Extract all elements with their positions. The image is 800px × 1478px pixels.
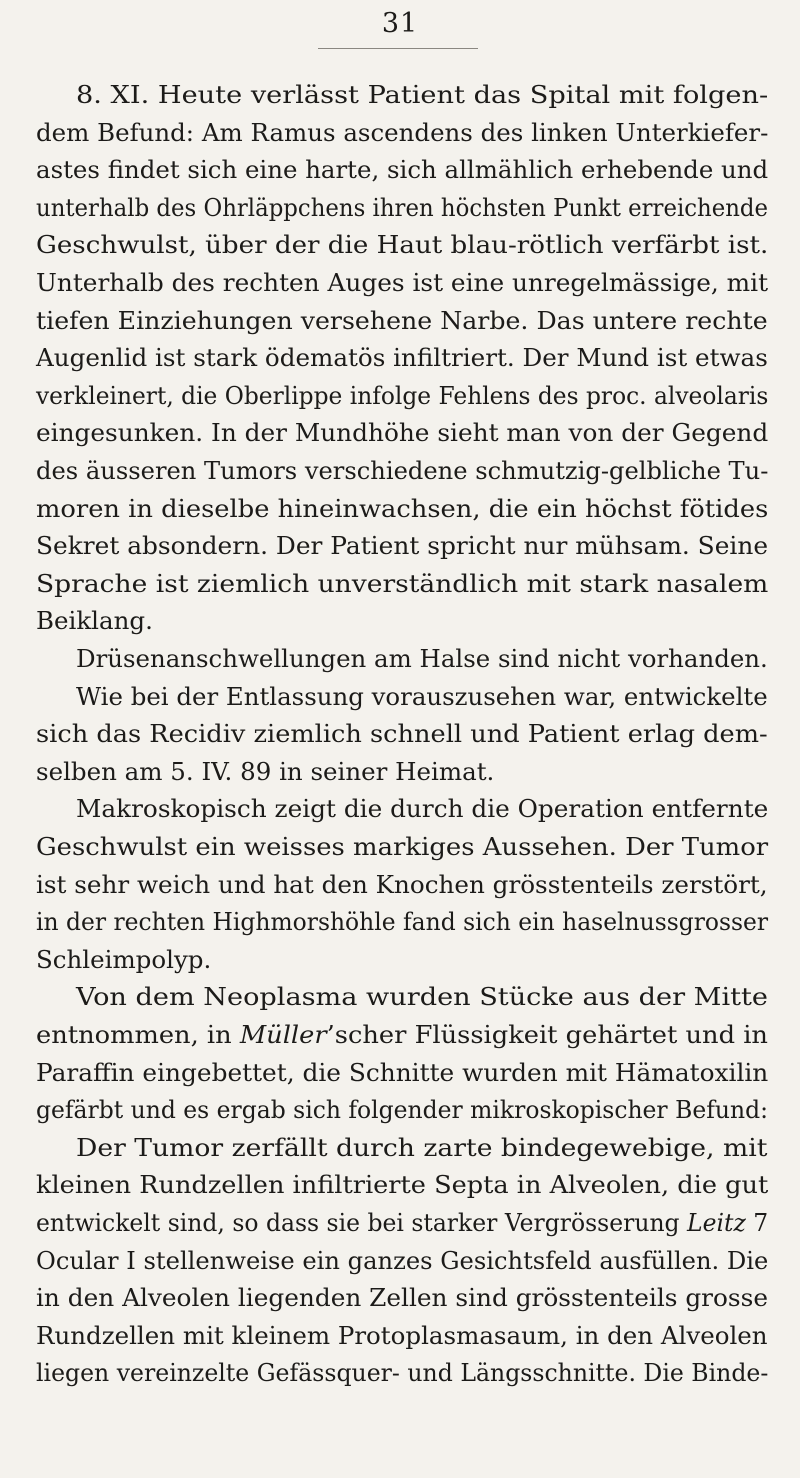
text-line: Ocular I stellenweise ein ganzes Gesichtsfeld ausfüllen. Die — [36, 1245, 769, 1275]
text-segment: entnommen, in — [36, 1020, 240, 1049]
page-number-rule — [318, 48, 478, 49]
text-line: in den Alveolen liegenden Zellen sind grösstenteils grosse — [36, 1283, 769, 1313]
text-line: verkleinert, die Oberlippe infolge Fehlens des proc. alveolaris — [36, 380, 769, 410]
text-line: gefärbt und es ergab sich folgender mikroskopischer Befund: — [36, 1095, 768, 1125]
text-line: moren in dieselbe hineinwachsen, die ein höchst fötides — [36, 493, 769, 523]
text-line: Geschwulst ein weisses markiges Aussehen. Der Tumor — [36, 832, 769, 861]
text-line: Rundzellen mit kleinem Protoplasmasaum, in den Alveolen — [36, 1320, 768, 1350]
text-line: Wie bei der Entlassung vorauszusehen war, entwickelte — [76, 681, 768, 711]
text-line: tiefen Einziehungen versehene Narbe. Das untere rechte — [36, 305, 768, 335]
text-segment: ’scher Flüssigkeit gehärtet und in — [326, 1020, 768, 1049]
page-number: 31 — [381, 8, 419, 39]
text-line: des äusseren Tumors verschiedene schmutzig-gelbliche Tu- — [36, 456, 769, 485]
text-line — [36, 1020, 768, 1050]
text-line: astes findet sich eine harte, sich allmählich erhebende und — [36, 155, 769, 185]
text-line: dem Befund: Am Ramus ascendens des linken Unterkiefer- — [36, 117, 769, 147]
text-line: eingesunken. In der Mundhöhe sieht man von der Gegend — [36, 418, 769, 448]
text-line: Der Tumor zerfällt durch zarte bindegewebige, mit — [76, 1132, 768, 1162]
text-line: unterhalb des Ohrläppchens ihren höchsten Punkt erreichende — [36, 192, 769, 222]
text-line: Paraffin eingebettet, die Schnitte wurden mit Hämatoxilin — [36, 1057, 769, 1087]
text-line: Sekret absondern. Der Patient spricht nur mühsam. Seine — [36, 531, 769, 561]
italic-name: Leitz — [687, 1208, 746, 1237]
text-line: Beiklang. — [36, 606, 153, 636]
text-line: Makroskopisch zeigt die durch die Operation entfernte — [76, 794, 769, 824]
text-line: Drüsenanschwellungen am Halse sind nicht vorhanden. — [76, 644, 768, 673]
text-line: sich das Recidiv ziemlich schnell und Patient erlag dem- — [36, 719, 768, 749]
text-line: Geschwulst, über der die Haut blau-rötlich verfärbt ist. — [36, 230, 769, 260]
text-segment: 7 — [745, 1208, 769, 1237]
italic-name: Müller — [239, 1020, 327, 1049]
text-line: in der rechten Highmorshöhle fand sich ein haselnussgrosser — [36, 907, 769, 937]
text-line: liegen vereinzelte Gefässquer- und Längsschnitte. Die Binde- — [36, 1358, 769, 1388]
text-line: 8. XI. Heute verlässt Patient das Spital mit folgen- — [76, 80, 769, 109]
text-line: ist sehr weich und hat den Knochen grösstenteils zerstört, — [36, 869, 768, 899]
text-line: Augenlid ist stark ödematös infiltriert. Der Mund ist etwas — [36, 343, 768, 373]
text-line: kleinen Rundzellen infiltrierte Septa in Alveolen, die gut — [36, 1170, 769, 1200]
text-line: Unterhalb des rechten Auges ist eine unregelmässige, mit — [36, 268, 769, 297]
text-line: Schleimpolyp. — [36, 944, 212, 974]
text-line: Sprache ist ziemlich unverständlich mit stark nasalem — [36, 568, 769, 598]
text-line — [36, 1208, 768, 1238]
text-line: selben am 5. IV. 89 in seiner Heimat. — [36, 756, 495, 786]
text-line: Von dem Neoplasma wurden Stücke aus der Mitte — [76, 982, 768, 1012]
text-segment: entwickelt sind, so dass sie bei starker Vergrösserung — [36, 1208, 688, 1237]
